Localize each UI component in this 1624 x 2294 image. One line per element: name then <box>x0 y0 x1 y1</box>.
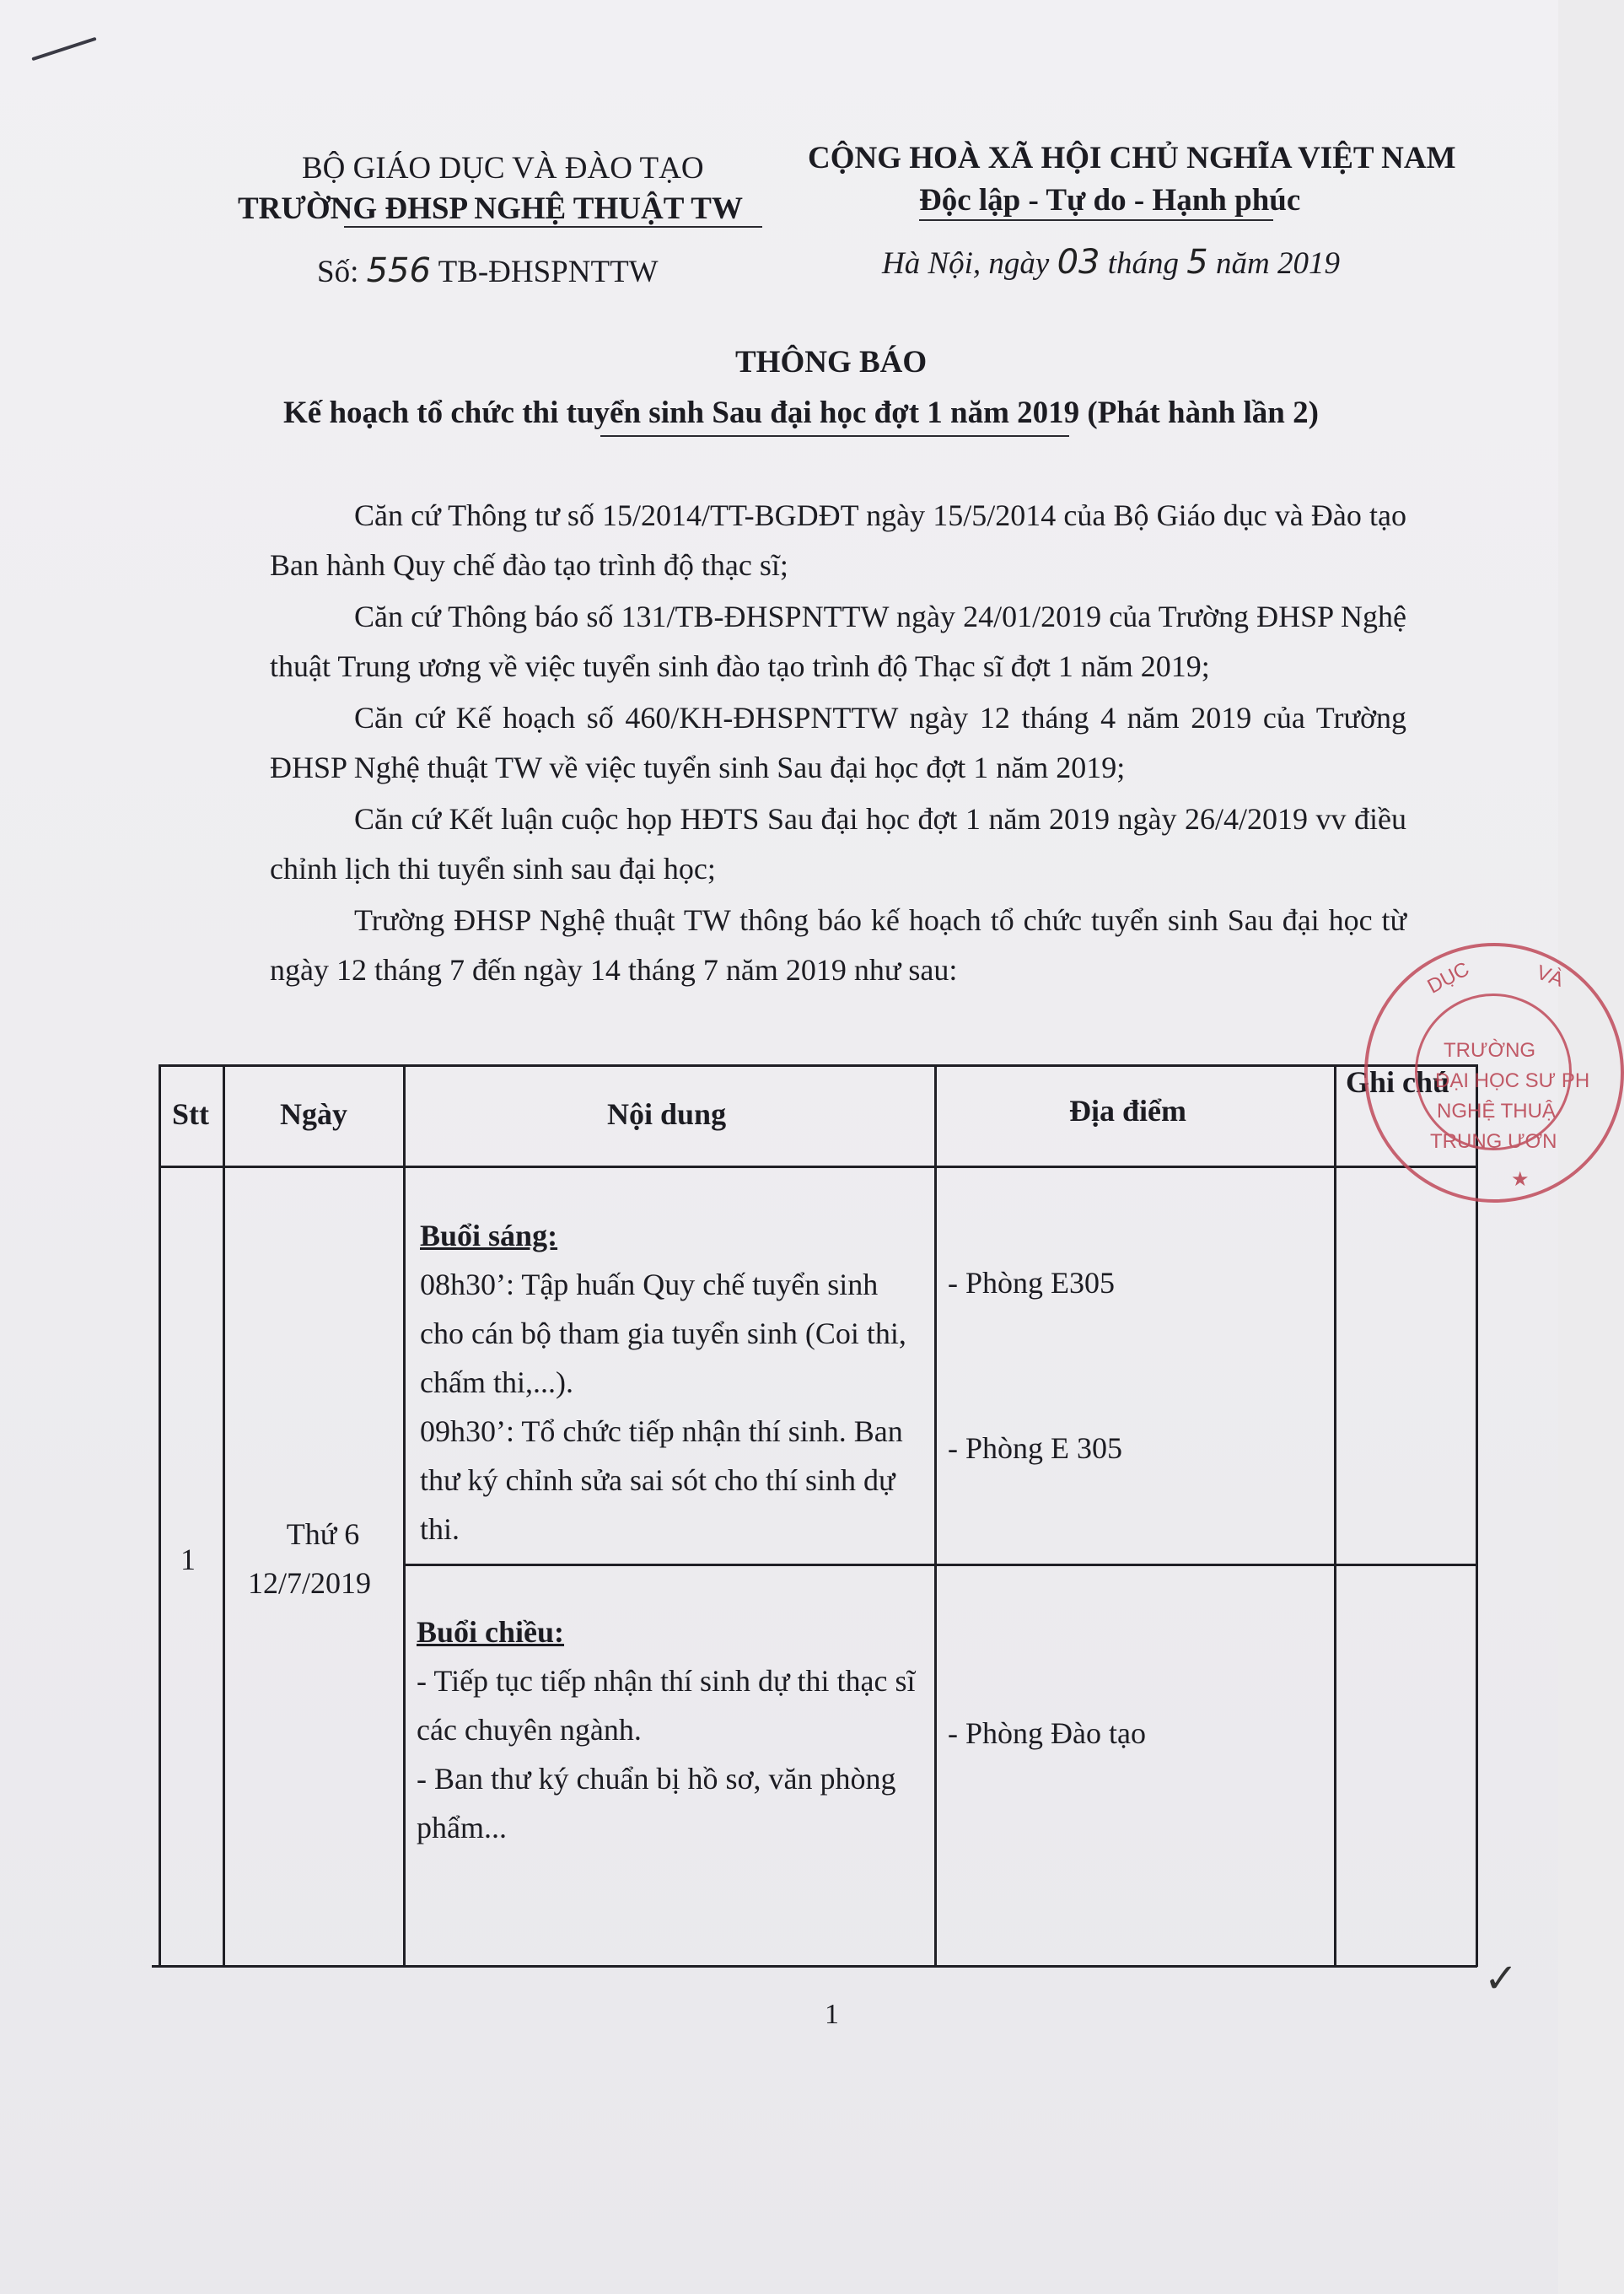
motto-underline <box>919 219 1273 221</box>
header-location: Địa điểm <box>1069 1094 1186 1128</box>
official-seal <box>1364 943 1624 1203</box>
school-underline <box>344 226 762 228</box>
session-divider <box>403 1564 1477 1566</box>
col-divider-3 <box>934 1064 937 1967</box>
table-bottom-border <box>152 1965 1477 1968</box>
row-date: 12/7/2019 <box>248 1566 372 1600</box>
col-divider-2 <box>403 1064 406 1967</box>
paragraph-1: Căn cứ Thông tư số 15/2014/TT-BGDĐT ngày 15/5/2014 của Bộ Giáo dục và Đào tạo Ban hành Quy chế đào tạo trình độ thạc sĩ; <box>270 498 1406 582</box>
table-top-border <box>159 1064 1477 1067</box>
row-day: Thứ 6 <box>286 1517 360 1551</box>
afternoon-label: Buổi chiều: <box>417 1615 565 1649</box>
seal-text-top: DỤC <box>1423 957 1474 999</box>
paragraph-5: Trường ĐHSP Nghệ thuật TW thông báo kế hoạch tổ chức tuyển sinh Sau đại học từ ngày 12 tháng 7 đến ngày 14 tháng 7 năm 2019 như sau: <box>270 903 1406 987</box>
seal-line-2: ĐẠI HỌC SƯ PH <box>1435 1069 1590 1092</box>
afternoon-session <box>417 1607 922 1852</box>
notice-title: THÔNG BÁO <box>735 345 928 380</box>
morning-item-1: 08h30’: Tập huấn Quy chế tuyển sinh cho cán bộ tham gia tuyển sinh (Coi thi, chấm thi,...). <box>420 1268 906 1399</box>
morning-item-2: 09h30’: Tổ chức tiếp nhận thí sinh. Ban thư ký chỉnh sửa sai sót cho thí sinh dự thi. <box>420 1414 903 1546</box>
page-number: 1 <box>825 1999 839 2030</box>
table-header-border <box>159 1166 1477 1168</box>
col-divider-4 <box>1334 1064 1336 1967</box>
morning-label: Buổi sáng: <box>420 1219 558 1252</box>
notice-subtitle: Kế hoạch tổ chức thi tuyển sinh Sau đại học đợt 1 năm 2019 (Phát hành lần 2) <box>283 396 1319 430</box>
national-motto: Độc lập - Tự do - Hạnh phúc <box>919 183 1301 218</box>
ministry-name: BỘ GIÁO DỤC VÀ ĐÀO TẠO <box>302 151 704 186</box>
school-name: TRƯỜNG ĐHSP NGHỆ THUẬT TW <box>238 191 743 226</box>
afternoon-location: - Phòng Đào tạo <box>948 1716 1146 1750</box>
header-notes: Ghi chú <box>1346 1065 1450 1099</box>
seal-line-4: TRUNG ƯƠN <box>1430 1130 1557 1153</box>
morning-session <box>420 1211 926 1554</box>
seal-star-icon: ★ <box>1511 1168 1530 1191</box>
initials-signature: ✓ <box>1484 1955 1519 2002</box>
seal-text-top-right: VÀ <box>1533 961 1567 992</box>
morning-location-1: - Phòng E305 <box>948 1266 1115 1300</box>
header-content: Nội dung <box>607 1097 727 1131</box>
paragraph-3: Căn cứ Kế hoạch số 460/KH-ĐHSPNTTW ngày 12 tháng 4 năm 2019 của Trường ĐHSP Nghệ thuật TW về việc tuyển sinh Sau đại học đợt 1 năm 2019; <box>270 701 1406 784</box>
row-stt: 1 <box>180 1543 196 1576</box>
paragraph-4: Căn cứ Kết luận cuộc họp HĐTS Sau đại học đợt 1 năm 2019 ngày 26/4/2019 vv điều chỉnh lịch thi tuyển sinh sau đại học; <box>270 802 1406 886</box>
seal-line-3: NGHỆ THUẬ <box>1437 1100 1556 1123</box>
afternoon-item-1: - Tiếp tục tiếp nhận thí sinh dự thi thạc sĩ các chuyên ngành. <box>417 1664 916 1747</box>
col-divider-1 <box>223 1064 225 1967</box>
table-left-border <box>159 1064 161 1967</box>
header-date: Ngày <box>280 1097 347 1131</box>
afternoon-item-2: - Ban thư ký chuẩn bị hồ sơ, văn phòng phẩm... <box>417 1762 896 1844</box>
morning-location-2: - Phòng E 305 <box>948 1431 1122 1465</box>
paragraph-2: Căn cứ Thông báo số 131/TB-ĐHSPNTTW ngày 24/01/2019 của Trường ĐHSP Nghệ thuật Trung ương về việc tuyển sinh đào tạo trình độ Thạc sĩ đợt 1 năm 2019; <box>270 600 1406 683</box>
header-stt: Stt <box>172 1097 209 1131</box>
subtitle-underline <box>600 435 1069 437</box>
date-line: Hà Nội, ngày 03 tháng 5 năm 2019 <box>882 243 1340 282</box>
doc-number: Số: 556 TB-ĐHSPNTTW <box>317 251 659 290</box>
seal-line-1: TRƯỜNG <box>1444 1039 1536 1062</box>
national-title: CỘNG HOÀ XÃ HỘI CHỦ NGHĨA VIỆT NAM <box>808 141 1456 175</box>
